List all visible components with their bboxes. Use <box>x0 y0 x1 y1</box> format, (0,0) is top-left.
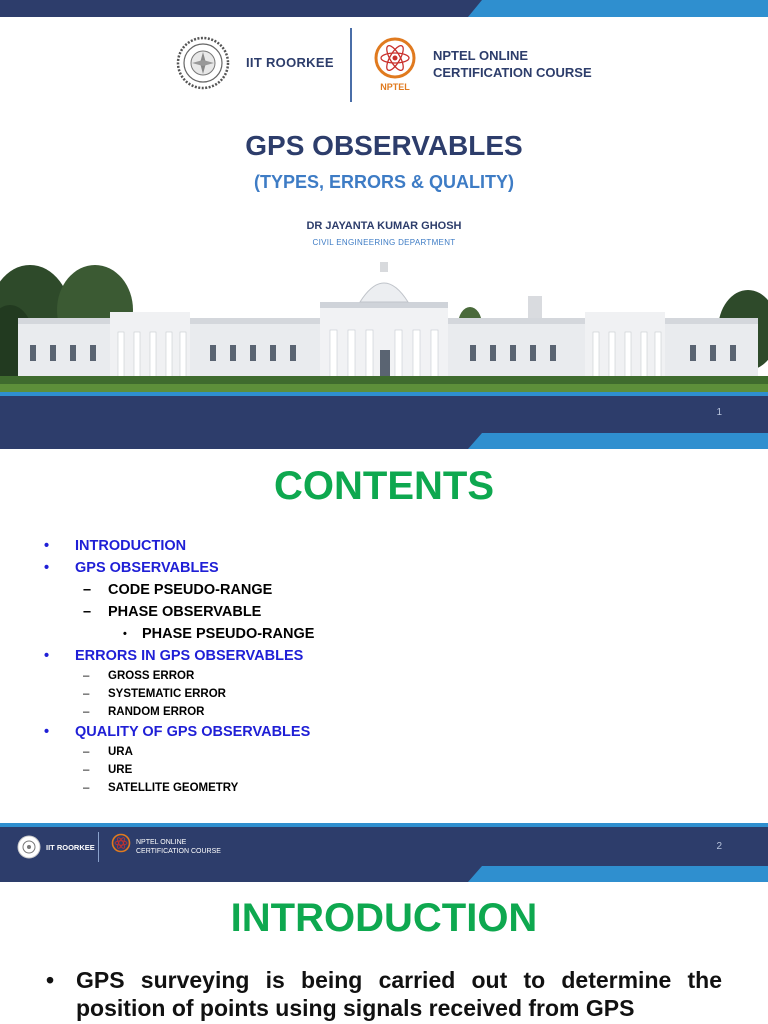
contents-item-marker: – <box>83 764 90 776</box>
slide-1 <box>0 0 768 449</box>
footer-nptel-line-1: NPTEL ONLINE <box>136 839 187 846</box>
contents-item-text: PHASE OBSERVABLE <box>108 604 262 620</box>
nptel-logo-text: NPTEL <box>380 82 410 92</box>
contents-item <box>44 721 724 743</box>
footer-divider <box>98 832 99 862</box>
iit-main-building-image <box>0 250 768 398</box>
contents-item-text: URE <box>108 764 133 776</box>
contents-item-marker: – <box>83 706 90 718</box>
slide-3 <box>0 882 768 1024</box>
slide-1-footer-band <box>0 392 768 449</box>
contents-item-marker: • <box>44 724 50 740</box>
contents-item-marker: – <box>83 746 90 758</box>
contents-item <box>44 557 724 579</box>
footer-nptel-label <box>136 838 221 856</box>
slide-subtitle: (TYPES, ERRORS & QUALITY) <box>253 172 514 192</box>
contents-item-marker: – <box>83 782 90 794</box>
page-number: 1 <box>716 407 722 418</box>
contents-item-marker: – <box>83 688 90 700</box>
contents-item-marker: • <box>44 560 50 576</box>
footer-accent <box>468 433 768 449</box>
contents-item <box>44 579 724 601</box>
footer-nptel-line-2: CERTIFICATION COURSE <box>136 848 221 855</box>
nptel-logo-small-icon <box>110 833 132 859</box>
nptel-logo-icon <box>370 36 420 92</box>
slide-2 <box>0 449 768 882</box>
top-stripe <box>0 0 768 17</box>
bullet-text: GPS surveying is being carried out to determine the position of points using signals received from GPS <box>76 967 722 1021</box>
contents-item <box>44 703 724 721</box>
contents-item-text: SYSTEMATIC ERROR <box>108 688 226 700</box>
iit-roorkee-label: IIT ROORKEE <box>246 55 334 70</box>
contents-item-text: GPS OBSERVABLES <box>75 560 219 576</box>
contents-item <box>44 623 724 645</box>
contents-item-marker: – <box>83 670 90 682</box>
nptel-line-2: CERTIFICATION COURSE <box>433 65 592 80</box>
department-name: CIVIL ENGINEERING DEPARTMENT <box>312 238 456 247</box>
nptel-line-1: NPTEL ONLINE <box>433 48 529 63</box>
contents-list <box>44 535 724 797</box>
iit-roorkee-emblem-small-icon <box>17 835 41 859</box>
author-name: DR JAYANTA KUMAR GHOSH <box>306 220 462 232</box>
contents-item <box>44 535 724 557</box>
footer-thin-stripe <box>0 823 768 827</box>
contents-item-text: RANDOM ERROR <box>108 706 205 718</box>
contents-item <box>44 667 724 685</box>
contents-item-text: URA <box>108 746 133 758</box>
contents-item-text: QUALITY OF GPS OBSERVABLES <box>75 724 311 740</box>
footer-thin-stripe <box>0 392 768 396</box>
nptel-course-label <box>433 47 592 81</box>
contents-item-text: CODE PSEUDO-RANGE <box>108 582 273 598</box>
bullet-marker: • <box>46 967 55 993</box>
contents-item <box>44 743 724 761</box>
contents-item <box>44 761 724 779</box>
iit-roorkee-emblem-icon <box>176 36 230 90</box>
footer-accent <box>468 866 768 882</box>
contents-item <box>44 601 724 623</box>
top-stripe-accent <box>468 0 768 17</box>
contents-item <box>44 779 724 797</box>
footer-iit-label: IIT ROORKEE <box>46 843 95 852</box>
header-divider <box>350 28 352 102</box>
contents-item-text: GROSS ERROR <box>108 670 195 682</box>
slide-2-footer-band <box>0 823 768 882</box>
contents-item-marker: • <box>123 628 127 640</box>
contents-item-text: PHASE PSEUDO-RANGE <box>142 626 315 642</box>
slide-title: GPS OBSERVABLES <box>245 130 523 161</box>
contents-item-marker: • <box>44 538 50 554</box>
page-number: 2 <box>716 841 722 852</box>
introduction-bullet <box>46 966 722 1022</box>
contents-title: CONTENTS <box>274 464 494 508</box>
contents-item-marker: – <box>83 582 92 598</box>
contents-item-text: ERRORS IN GPS OBSERVABLES <box>75 648 304 664</box>
contents-item <box>44 645 724 667</box>
introduction-title: INTRODUCTION <box>230 896 538 940</box>
contents-item-text: INTRODUCTION <box>75 538 187 554</box>
contents-item-text: SATELLITE GEOMETRY <box>108 782 239 794</box>
contents-item <box>44 685 724 703</box>
contents-item-marker: • <box>44 648 50 664</box>
contents-item-marker: – <box>83 604 92 620</box>
